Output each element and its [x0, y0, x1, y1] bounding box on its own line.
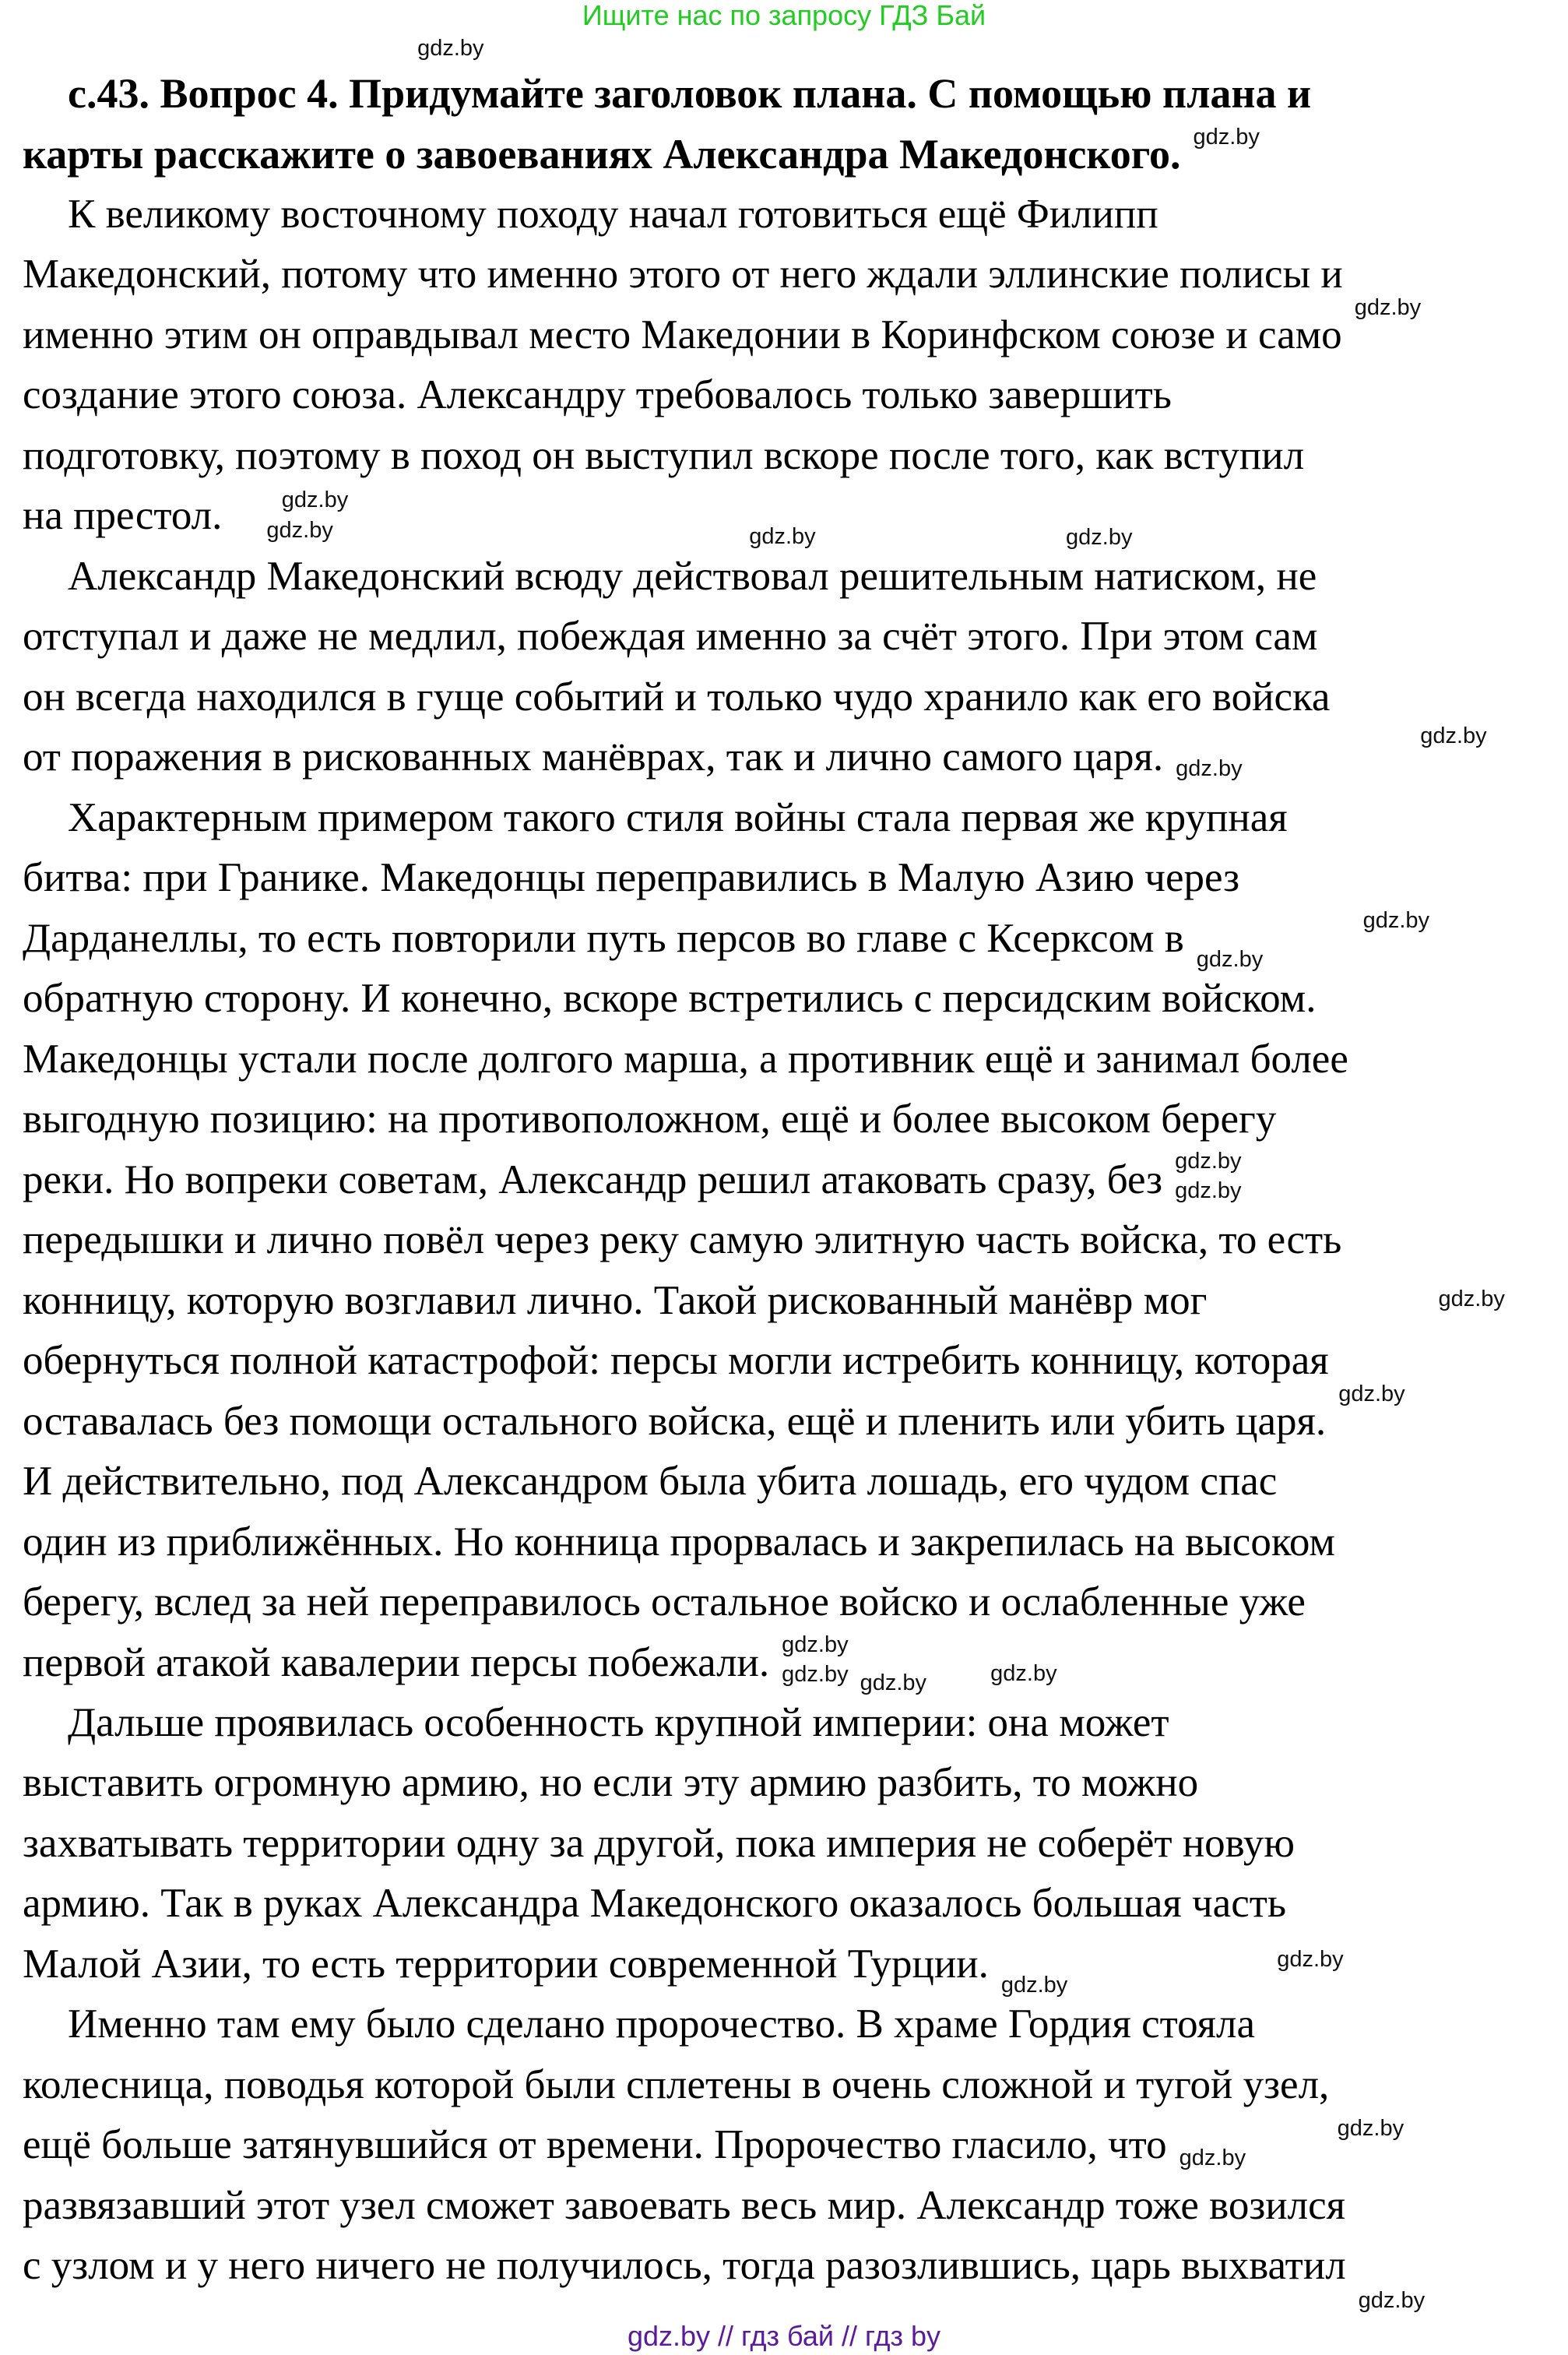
paragraph-line: выставить огромную армию, но если эту армию разбить, то можно [23, 1760, 1199, 1806]
question-title-line: с.43. Вопрос 4. Придумайте заголовок плана. С помощью плана и [68, 70, 1312, 118]
watermark: gdz.by [1358, 2287, 1426, 2313]
watermark: gdz.by [1337, 2116, 1405, 2142]
watermark: gdz.by [1176, 756, 1243, 782]
paragraph-line: подготовку, поэтому в поход он выступил вскоре после того, как вступил [23, 432, 1305, 478]
search-banner[interactable]: Ищите нас по запросу ГДЗ Бай [582, 0, 986, 31]
paragraph-line: с узлом и у него ничего не получилось, тогда разозлившись, царь выхватил [23, 2243, 1346, 2289]
watermark: gdz.by [1420, 723, 1487, 749]
watermark: gdz.by [417, 35, 484, 61]
paragraph-line: создание этого союза. Александру требовалось только завершить [23, 372, 1172, 418]
paragraph-line: оставалась без помощи остального войска, ещё и пленить или убить царя. [23, 1398, 1327, 1444]
paragraph-line: И действительно, под Александром была убита лошадь, его чудом спас [23, 1459, 1278, 1505]
paragraph-line: Александр Македонский всюду действовал решительным натиском, не [68, 553, 1317, 599]
watermark: gdz.by [1362, 907, 1430, 933]
paragraph-line: Малой Азии, то есть территории современной Турции. [23, 1941, 989, 1987]
watermark: gdz.by [1179, 2145, 1246, 2170]
paragraph-line: обратную сторону. И конечно, вскоре встретились с персидским войском. [23, 976, 1317, 1022]
paragraph-line: передышки и лично повёл через реку самую элитную часть войска, то есть [23, 1217, 1342, 1263]
paragraph-line: отступал и даже не медлил, побеждая именно за счёт этого. При этом сам [23, 614, 1318, 660]
watermark: gdz.by [1175, 1178, 1242, 1204]
paragraph-line: именно этим он оправдывал место Македонии в Коринфском союзе и само [23, 312, 1342, 357]
watermark: gdz.by [782, 1661, 849, 1687]
paragraph-line: развязавший этот узел сможет завоевать весь мир. Александр тоже возился [23, 2182, 1345, 2228]
paragraph-line: Дарданеллы, то есть повторили путь персов во главе с Ксерксом в [23, 915, 1184, 961]
paragraph-line: армию. Так в руках Александра Македонского оказалось большая часть [23, 1881, 1287, 1927]
watermark: gdz.by [749, 524, 816, 550]
paragraph-line: от поражения в рискованных манёврах, так и лично самого царя. [23, 734, 1164, 780]
paragraph-line: Характерным примером такого стиля войны стала первая же крупная [68, 794, 1288, 840]
footer-links[interactable]: gdz.by // гдз бай // гдз by [627, 2320, 941, 2352]
watermark: gdz.by [860, 1670, 927, 1696]
paragraph-line: К великому восточному походу начал готовиться ещё Филипп [68, 191, 1158, 237]
watermark: gdz.by [1175, 1148, 1242, 1174]
question-title-line: карты расскажите о завоеваниях Александра Македонского. [23, 130, 1181, 178]
paragraph-line: Дальше проявилась особенность крупной империи: она может [68, 1699, 1169, 1745]
watermark: gdz.by [1193, 124, 1260, 150]
watermark: gdz.by [1277, 1947, 1344, 1973]
paragraph-line: берегу, вслед за ней переправилось остальное войско и ослабленные уже [23, 1579, 1306, 1625]
paragraph-line: выгодную позицию: на противоположном, ещё и более высоком берегу [23, 1097, 1277, 1142]
paragraph-line: обернуться полной катастрофой: персы могли истребить конницу, которая [23, 1338, 1329, 1384]
watermark: gdz.by [1354, 295, 1422, 321]
watermark: gdz.by [1066, 524, 1133, 550]
paragraph-line: реки. Но вопреки советам, Александр решил атаковать сразу, без [23, 1156, 1163, 1202]
paragraph-line: колесница, поводья которой были сплетены в очень сложной и тугой узел, [23, 2061, 1330, 2107]
paragraph-line: конницу, которую возглавил лично. Такой рискованный манёвр мог [23, 1277, 1208, 1323]
paragraph-line: Македонцы устали после долгого марша, а противник ещё и занимал более [23, 1036, 1348, 1082]
watermark: gdz.by [990, 1661, 1057, 1687]
watermark: gdz.by [1338, 1381, 1405, 1406]
paragraph-line: Македонский, потому что именно этого от него ждали эллинские полисы и [23, 252, 1343, 297]
paragraph-line: ещё больше затянувшийся от времени. Пророчество гласило, что [23, 2122, 1167, 2168]
paragraph-line: Именно там ему было сделано пророчество. В храме Гордия стояла [68, 2001, 1255, 2047]
watermark: gdz.by [1196, 946, 1264, 972]
watermark: gdz.by [1438, 1286, 1505, 1311]
paragraph-line: один из приближённых. Но конница прорвалась и закрепилась на высоком [23, 1519, 1335, 1565]
paragraph-line: первой атакой кавалерии персы побежали. [23, 1639, 770, 1685]
paragraph-line: битва: при Гранике. Македонцы переправились в Малую Азию через [23, 855, 1240, 901]
watermark: gdz.by [782, 1632, 849, 1658]
watermark: gdz.by [1000, 1973, 1068, 1998]
watermark: gdz.by [281, 487, 349, 512]
watermark: gdz.by [266, 518, 333, 544]
paragraph-line: на престол. [23, 493, 223, 539]
paragraph-line: захватывать территории одну за другой, пока империя не соберёт новую [23, 1820, 1295, 1866]
paragraph-line: он всегда находился в гуще событий и только чудо хранило как его войска [23, 674, 1331, 720]
